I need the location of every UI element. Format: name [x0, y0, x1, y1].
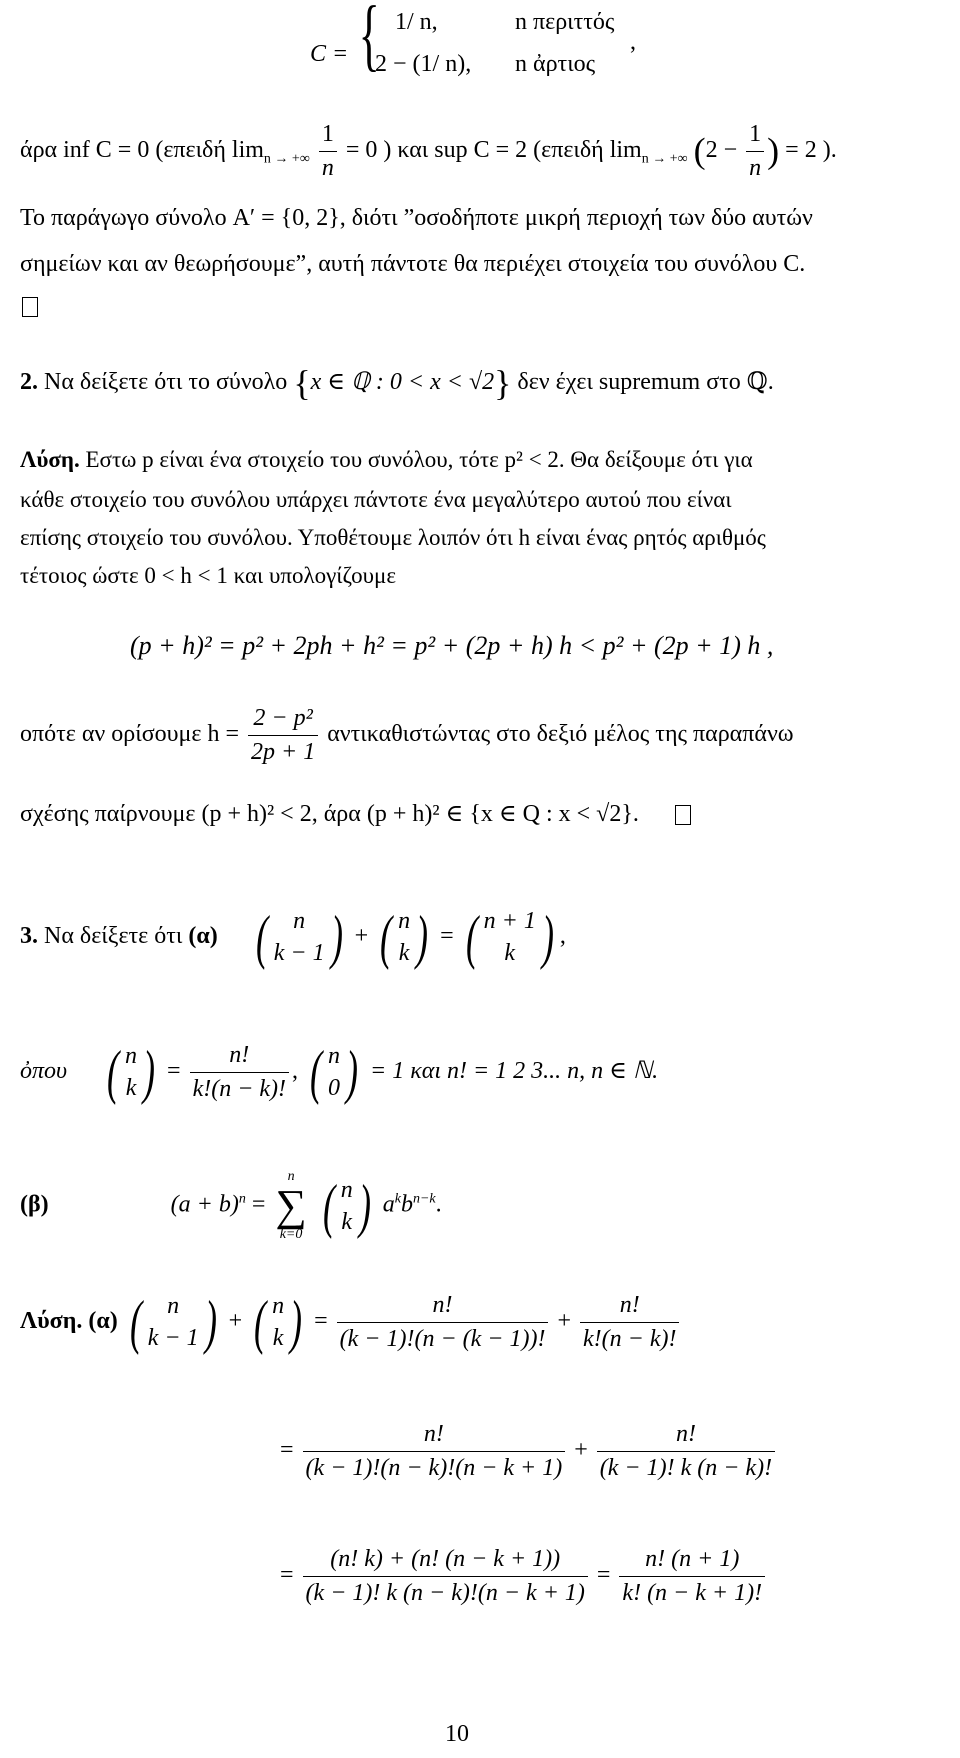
frac1-num: 1	[321, 121, 334, 147]
sol3-r3-frac1: $\frac{(n! k) + (n! (n - k + 1))}{(k - 1)! k (n - k)!(n - k + 1)}$	[303, 1545, 588, 1608]
ex3-statement: Να δείξετε ότι	[44, 922, 183, 949]
frac2-den: n	[746, 151, 764, 183]
lim-frac-2	[746, 120, 764, 183]
lim-frac-1	[319, 120, 337, 183]
binom-zero: ( n 0 )	[310, 1039, 359, 1106]
sol2-conclusion	[20, 800, 691, 829]
sol3-row-3: = $\frac{(n! k) + (n! (n - k + 1))}{(k - 1)! k (n - k)!(n - k + 1)}$ = $\frac{n! (n + 1)}{k! (n - k + 1)!}$	[280, 1545, 768, 1608]
binom-n-k: ( n k )	[380, 904, 429, 971]
binom-sum: ( n k )	[322, 1173, 371, 1239]
sol2-line-1	[20, 446, 753, 474]
ex3-number: 3.	[20, 922, 38, 949]
define-frac	[248, 704, 318, 767]
sol2-line-2: κάθε στοιχείο του συνόλου υπάρχει πάντοτε ένα μεγαλύτερο αυτού που είναι	[20, 487, 732, 512]
sol3-binom-1: ( n k − 1 )	[129, 1289, 217, 1356]
sol3-r2-frac2: $\frac{n!}{(k - 1)! k (n - k)!}$	[597, 1420, 775, 1483]
binom-def: ( n k )	[107, 1039, 156, 1106]
frac2-num: 1	[749, 121, 762, 147]
binom-np1-k: ( n + 1 k )	[465, 904, 554, 971]
inf-part2: = 0 ) και sup C = 2 (επειδή lim	[345, 136, 642, 163]
sol3-r1-frac1: $\frac{n!}{(k - 1)!(n - (k - 1))!}$	[337, 1291, 549, 1354]
qed-box-2	[675, 805, 691, 825]
inf-part3: = 2 ).	[785, 136, 837, 163]
sol2-label: Λύση.	[20, 447, 80, 472]
sol2-line-3: επίσης στοιχείο του συνόλου. Υποθέτουμε λοιπόν ότι h είναι ένας ρητός αριθμός	[20, 525, 766, 550]
qed-box-1	[22, 292, 38, 321]
ex2-set: x ∈ ℚ : 0 < x < √2	[310, 369, 495, 396]
conclusion-text: σχέσης παίρνουμε (p + h)² < 2, άρα (p + h)² ∈ {x ∈ Q : x < √2}.	[20, 801, 639, 827]
ex3-part-b: (β)	[20, 1191, 49, 1218]
case2-value: 2 − (1/ n),	[375, 51, 472, 77]
ex3-part-a: (α)	[188, 922, 218, 949]
page-number: 10	[445, 1721, 469, 1747]
binomial-theorem: (β) $(a + b)^n$ = n ∑ k=0 ( n k ) $a^kb^{n-k}$.	[20, 1169, 442, 1242]
ex2-number: 2.	[20, 369, 38, 396]
case-brace: {	[358, 0, 380, 79]
exercise-3: 3. Να δείξετε ότι (α) ( n k − 1 ) + ( n k ) = ( n + 1 k ) ,	[20, 904, 566, 971]
derived-line-1: Το παράγωγο σύνολο A′ = {0, 2}, διότι ”οσοδήποτε μικρή περιοχή των δύο αυτών	[20, 205, 813, 231]
derived-line-2: σημείων και αν θεωρήσουμε”, αυτή πάντοτε θα περιέχει στοιχεία του συνόλου C.	[20, 251, 806, 277]
binom-n-km1: ( n k − 1 )	[255, 904, 343, 971]
lim-sub-1: n → +∞	[263, 151, 310, 167]
define-pre: οπότε αν ορίσουμε h =	[20, 720, 239, 747]
binomial-lhs: (a + b)	[170, 1191, 239, 1218]
binom-definition: ὀπου ( n k ) = $\frac{n!}{k!(n - k)!}$ , ( n 0 ) = 1 και n! = 1 2 3... n, n ∈ ℕ.	[20, 1039, 659, 1106]
paren-pre: 2 −	[705, 136, 738, 163]
def-frac: $\frac{n!}{k!(n - k)!}$	[190, 1041, 289, 1104]
sol3-binom-2: ( n k )	[254, 1289, 303, 1356]
frac1-den: n	[319, 151, 337, 183]
opou-label: ὀπου	[20, 1057, 68, 1084]
sol3-r2-frac1: $\frac{n!}{(k - 1)!(n - k)!(n - k + 1)}$	[303, 1420, 566, 1483]
define-num: 2 − p²	[253, 705, 313, 731]
sol2-define	[20, 704, 794, 767]
case1-condition: n περιττός	[515, 9, 615, 35]
define-post: αντικαθιστώντας στο δεξιό μέλος της παραπάνω	[327, 720, 794, 747]
case-lhs: C =	[310, 41, 349, 67]
inf-sup-line: άρα inf C = 0 (επειδή $\lim_{n \to +\infty}$ $\frac{1}{n}$ = 0 ) και sup C = 2 (επειδή $\lim_{n \to +\infty} (2$ − $\frac{1}{n}$ ) = 2 ).	[20, 121, 837, 181]
sol3-label: Λύση. (α)	[20, 1307, 118, 1334]
case1-value: 1/ n,	[395, 9, 438, 35]
exercise-2: 2. Να δείξετε ότι το σύνολο {x ∈ ℚ : 0 < x < √2} δεν έχει supremum στο ℚ.	[20, 363, 774, 403]
sol3-row-1: Λύση. (α) ( n k − 1 ) + ( n k ) = $\frac{n!}{(k - 1)!(n - (k - 1))!}$ + $\frac{n!}{k!(n - k)!}$	[20, 1290, 682, 1355]
sol3-r3-frac2: $\frac{n! (n + 1)}{k! (n - k + 1)!}$	[619, 1545, 765, 1608]
sol2-equation: (p + h)² = p² + 2ph + h² = p² + (2p + h) h < p² + (2p + 1) h ,	[130, 631, 774, 660]
sol2-line-4: τέτοιος ώστε 0 < h < 1 και υπολογίζουμε	[20, 563, 396, 588]
sol3-row-2: = $\frac{n!}{(k - 1)!(n - k)!(n - k + 1)}$ + $\frac{n!}{(k - 1)! k (n - k)!}$	[280, 1420, 778, 1483]
inf-part1: άρα inf C = 0 (επειδή lim	[20, 136, 264, 163]
sol3-r1-frac2: $\frac{n!}{k!(n - k)!}$	[580, 1291, 679, 1354]
sol2-line1-text: Εστω p είναι ένα στοιχείο του συνόλου, τότε p² < 2. Θα δείξουμε ότι για	[85, 447, 753, 472]
sum-sign: n ∑ k=0	[275, 1169, 307, 1242]
ex2-statement-pre: Να δείξετε ότι το σύνολο	[44, 369, 288, 396]
ex2-statement-post: δεν έχει supremum στο ℚ.	[517, 369, 774, 396]
case2-condition: n ἀρτιος	[515, 51, 596, 77]
lim-sub-2: n → +∞	[641, 151, 688, 167]
case-trail: ,	[630, 29, 636, 55]
define-den: 2p + 1	[248, 735, 318, 767]
def-tail: = 1 και n! = 1 2 3... n, n ∈ ℕ.	[370, 1057, 659, 1084]
